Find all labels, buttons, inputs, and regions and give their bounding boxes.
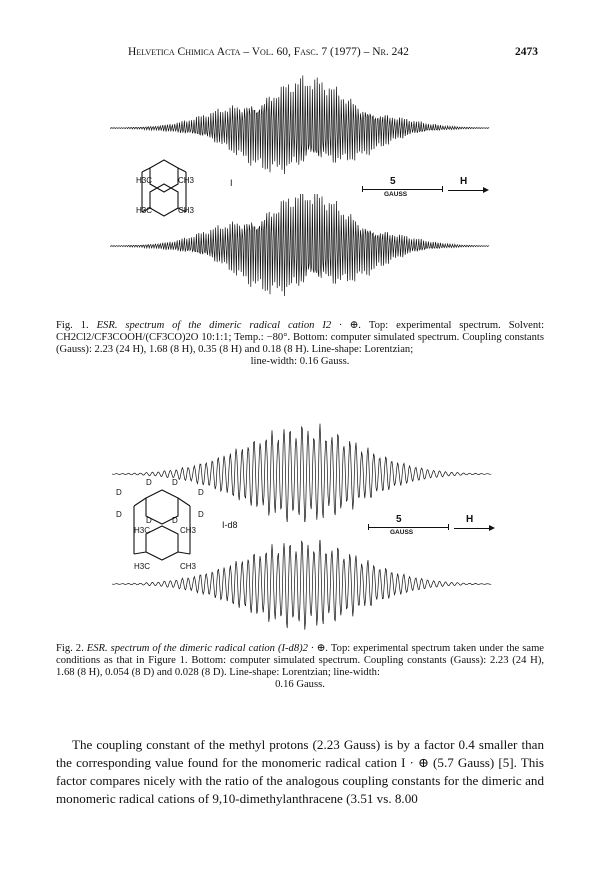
fig2-caption-label: Fig. 2. <box>56 643 84 654</box>
fig1-scale-bar <box>362 176 442 206</box>
fig2-caption-title: ESR. spectrum of the dimeric radical cation (I-d8)2 · ⊕. <box>86 643 329 654</box>
fig1-caption-last: line-width: 0.16 Gauss. <box>250 356 350 367</box>
fig2-deuterium-8: D <box>172 516 178 525</box>
fig1-methyl-top-left: H3C <box>136 176 153 185</box>
running-header <box>128 46 538 64</box>
running-head: Helvetica Chimica Acta – Vol. 60, Fasc. 7 (1977) – Nr. 242 <box>128 46 409 58</box>
fig1-methyl-top-right: CH3 <box>178 176 195 185</box>
fig2-deuterium-1: D <box>146 478 152 487</box>
fig2-compound-label: I-d8 <box>222 520 238 530</box>
fig1-field-label: H <box>460 176 468 187</box>
figure-1 <box>0 74 600 310</box>
fig1-compound-label: I <box>230 178 233 188</box>
fig2-caption-body: Top: experimental spectrum taken under the same conditions as that in Figure 1. Bottom: computer simulated spectrum. Coupling constants (Gauss): 2.23 (24 H), 1.68 (8 H), 0.054 (8 D) and 0.028 (8 D). Line-shape: Lorentzian; line-width: <box>56 643 545 678</box>
fig2-methyl-bottom-right: CH3 <box>180 562 197 571</box>
fig2-caption <box>56 643 544 691</box>
fig1-scale-value: 5 <box>390 176 396 187</box>
fig2-deuterium-7: D <box>146 516 152 525</box>
fig2-scale-unit: GAUSS <box>390 529 414 536</box>
fig2-deuterium-5: D <box>116 510 122 519</box>
fig2-deuterium-4: D <box>198 488 204 497</box>
fig2-deuterium-6: D <box>198 510 204 519</box>
fig1-methyl-bottom-right: CH3 <box>178 206 195 215</box>
fig2-scale-bar <box>368 514 448 544</box>
arrow-right-icon <box>454 528 492 529</box>
fig2-methyl-top-right: CH3 <box>180 526 197 535</box>
fig2-field-arrow <box>454 514 494 538</box>
page-number: 2473 <box>515 46 538 58</box>
fig1-caption-body: Top: experimental spectrum. Solvent: CH2Cl2/CF3COOH/(CF3CO)2O 10:1:1; Temp.: −80°. Bottom: computer simulated spectrum. Coupling constants (Gauss): 2.23 (24 H), 1.68 (8 H), 0.35 (8 H) and 0.18 (8 H). Line-shape: Lorentzian; <box>56 320 545 355</box>
fig2-methyl-bottom-left: H3C <box>134 562 151 571</box>
fig2-scale-value: 5 <box>396 514 402 525</box>
fig2-deuterium-2: D <box>172 478 178 487</box>
body-paragraph: The coupling constant of the methyl protons (2.23 Gauss) is by a factor 0.4 smaller than the corresponding value found for the monomeric radical cation I · ⊕ (5.7 Gauss) [5]. This factor compares nicely with the ratio of the analogous coupling constants for the dimeric and monomeric radical cations of 9,10-dimethylanthracene (3.51 vs. 8.00 <box>56 737 544 806</box>
fig1-field-arrow <box>448 176 488 200</box>
arrow-right-icon <box>448 190 486 191</box>
fig2-field-label: H <box>466 514 474 525</box>
fig1-caption <box>56 320 544 368</box>
figure-2 <box>0 422 600 632</box>
fig1-methyl-bottom-left: H3C <box>136 206 153 215</box>
fig1-scale-unit: GAUSS <box>384 191 408 198</box>
fig1-caption-title: ESR. spectrum of the dimeric radical cation I2 · ⊕. <box>96 320 362 331</box>
fig2-methyl-top-left: H3C <box>134 526 151 535</box>
fig2-caption-last: 0.16 Gauss. <box>275 679 325 690</box>
fig2-deuterium-3: D <box>116 488 122 497</box>
fig1-caption-label: Fig. 1. <box>56 320 89 331</box>
